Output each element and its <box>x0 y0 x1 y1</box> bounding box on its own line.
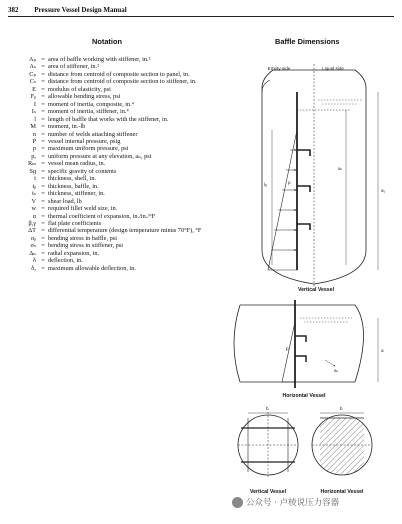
wechat-icon <box>232 497 243 508</box>
liquid-side-label: Liquid side <box>322 66 344 71</box>
notation-symbol: Fᵦ <box>30 93 36 101</box>
empty-side-label: Empty side <box>267 66 291 71</box>
notation-symbol: σₛ <box>30 242 36 250</box>
figure-heading: Baffle Dimensions <box>275 37 340 46</box>
equals-sign: = <box>41 227 45 235</box>
equals-sign: = <box>41 242 45 250</box>
notation-definition: moment of inertia, composite, in.⁴ <box>48 100 134 108</box>
vertical-vessel-caption: Vertical Vessel <box>297 287 335 293</box>
equals-sign: = <box>41 123 45 131</box>
notation-definition: shear load, lb <box>48 197 82 205</box>
notation-definition: differential temperature (design temperature minus 70°F), °F <box>48 227 202 235</box>
equals-sign: = <box>41 115 45 123</box>
notation-definition: thickness, stiffener, in. <box>48 190 105 198</box>
notation-symbol: p <box>32 145 36 153</box>
notation-symbol: pₑ <box>31 152 36 160</box>
dim-an-label: aₙ <box>338 166 343 171</box>
page-number: 382 <box>8 6 19 14</box>
notation-definition: vessel mean radius, in. <box>48 160 106 168</box>
equals-sign: = <box>41 56 45 63</box>
equals-sign: = <box>41 152 45 160</box>
notation-symbol: tₛ <box>32 190 36 198</box>
notation-definition: maximum uniform pressure, psi <box>48 145 129 153</box>
bottom-left-caption: Vertical Vessel <box>249 489 287 495</box>
notation-symbol: δₐ <box>31 264 36 272</box>
notation-symbol: P <box>32 137 36 145</box>
equals-sign: = <box>41 182 45 190</box>
dim-a-label: a <box>381 348 384 353</box>
notation-symbol: Sɡ <box>29 167 36 175</box>
notation-definition: flat plate coefficients <box>48 219 102 227</box>
dim-p-label: p <box>288 180 291 185</box>
equals-sign: = <box>41 190 45 198</box>
notation-definition: thickness, shell, in. <box>48 175 97 183</box>
notation-definition: number of welds attaching stiffener <box>48 130 138 138</box>
notation-definition: deflection, in. <box>48 257 83 265</box>
equals-sign: = <box>41 93 45 101</box>
dim-lb-label: lᵦ <box>264 182 267 187</box>
notation-symbol: V <box>31 197 36 205</box>
notation-definition: distance from centroid of composite section to stiffener, in. <box>48 78 197 86</box>
equals-sign: = <box>41 212 45 220</box>
equals-sign: = <box>41 100 45 108</box>
bottom-right-caption: Horizontal Vessel <box>320 489 364 495</box>
equals-sign: = <box>41 205 45 213</box>
notation-symbol: E <box>32 85 36 93</box>
equals-sign: = <box>41 197 45 205</box>
equals-sign: = <box>41 63 45 71</box>
notation-symbol: δ <box>33 257 36 265</box>
notation-symbol: Rₘ <box>27 160 36 168</box>
notation-symbol: ΔT <box>28 227 36 235</box>
notation-symbol: t <box>34 175 36 183</box>
notation-symbol: α <box>32 212 36 220</box>
watermark-text: 公众号 · 卢棱说压力容器 <box>246 498 340 508</box>
notation-symbol: tᵦ <box>32 182 36 190</box>
equals-sign: = <box>41 108 45 116</box>
notation-symbol: w <box>31 205 36 213</box>
notation-symbol: Aₚ <box>28 56 36 63</box>
notation-definition: thickness, baffle, in. <box>48 182 99 190</box>
notation-heading: Notation <box>92 37 122 46</box>
dim-b2-label: b <box>340 406 343 411</box>
notation-symbol: n <box>32 130 36 138</box>
notation-symbol: Δₙ <box>29 249 36 257</box>
notation-symbol: Iₛ <box>31 108 36 116</box>
equals-sign: = <box>41 137 45 145</box>
notation-definition: thermal coefficient of expansion, in./in./°F <box>48 212 156 220</box>
equals-sign: = <box>41 167 45 175</box>
notation-symbol: M <box>30 123 36 131</box>
equals-sign: = <box>41 160 45 168</box>
dim-b-label: b <box>266 406 269 411</box>
equals-sign: = <box>41 145 45 153</box>
notation-symbol: Cₛ <box>29 78 36 86</box>
horizontal-vessel-drawing <box>234 300 378 388</box>
notation-definition: moment, in.-lb <box>48 123 86 131</box>
equals-sign: = <box>41 78 45 86</box>
dim-an2-label: aₙ <box>334 368 339 373</box>
equals-sign: = <box>41 175 45 183</box>
vertical-vessel-drawing <box>262 64 378 288</box>
equals-sign: = <box>41 85 45 93</box>
notation-symbol: σᵦ <box>30 234 36 242</box>
notation-definition: maximum allowable deflection, in. <box>48 264 136 272</box>
equals-sign: = <box>41 264 45 272</box>
notation-definition: bending stress in stiffener, psi <box>48 242 124 250</box>
notation-symbol: I <box>33 100 36 108</box>
horizontal-vessel-caption: Horizontal Vessel <box>282 393 326 399</box>
equals-sign: = <box>41 249 45 257</box>
notation-symbol: Aₛ <box>29 63 36 71</box>
cross-section-right <box>312 413 372 475</box>
equals-sign: = <box>41 70 45 78</box>
notation-definition: vessel internal pressure, psig <box>48 137 121 145</box>
equals-sign: = <box>41 219 45 227</box>
notation-definition: area of stiffener, in.² <box>48 63 99 71</box>
notation-definition: radial expansion, in. <box>48 249 100 257</box>
notation-symbol: Cₚ <box>29 70 36 78</box>
notation-definition: length of baffle that works with the stiffener, in. <box>48 115 169 123</box>
equals-sign: = <box>41 257 45 265</box>
notation-definition: allowable bending stress, psi <box>48 93 121 101</box>
notation-definition: required fillet weld size, in. <box>48 205 118 213</box>
book-title: Pressure Vessel Design Manual <box>34 6 127 14</box>
notation-definition: distance from centroid of composite section to panel, in. <box>48 70 190 78</box>
watermark <box>232 496 339 508</box>
notation-definition: bending stress in baffle, psi <box>48 234 117 242</box>
notation-symbol: l <box>34 115 36 123</box>
notation-definition: modulus of elasticity, psi <box>48 85 111 93</box>
notation-definition: specific gravity of contents <box>48 167 117 175</box>
dim-p2-label: p <box>286 346 289 351</box>
notation-definition: uniform pressure at any elevation, aₙ, psi <box>48 152 152 160</box>
notation-symbol: β,γ <box>28 219 36 227</box>
equals-sign: = <box>41 130 45 138</box>
notation-definition: moment of inertia, stiffener, in.⁴ <box>48 108 129 116</box>
cross-section-left <box>238 412 298 478</box>
dim-a1-label: a₁ <box>381 188 386 193</box>
equals-sign: = <box>41 234 45 242</box>
notation-definition: area of baffle working with stiffener, in.² <box>48 56 151 63</box>
